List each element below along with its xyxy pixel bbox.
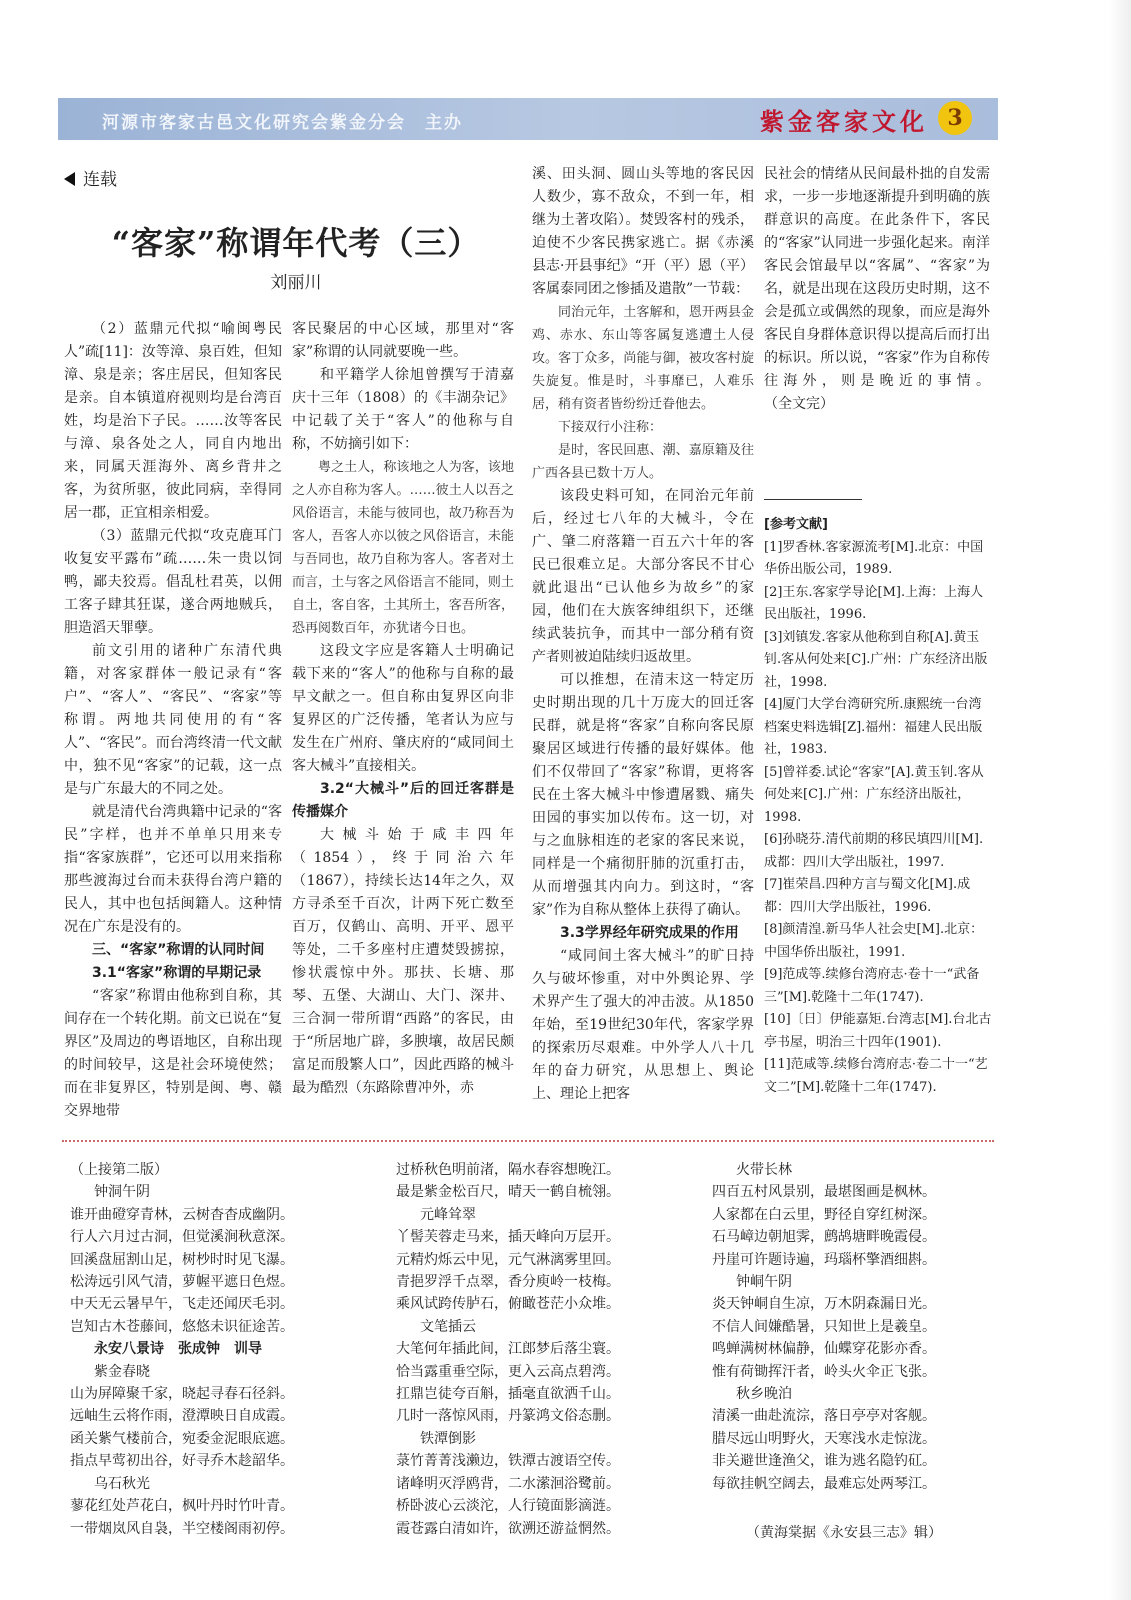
poem-column-1 — [70, 1159, 294, 1540]
section-divider — [62, 1140, 994, 1142]
paragraph: 大械斗始于咸丰四年（1854），终于同治六年（1867），持续长达14年之久，双方寻杀至千百次，计两下死亡数至百万，仅鹤山、高明、开平、恩平等处，二千多座村庄遭焚毁掳掠，惨状震惊中外。那扶、长塘、那琴、五堡、大湖山、大门、深井、三合洞一带所谓“西路”的客民，由于“所居地广辟，多腴壤，故居民颇富足而殷繁人口”，因此西路的械斗最为酷烈（东路除曹冲外，赤 — [292, 827, 514, 1096]
reference-item: [8]颜清湟.新马华人社会史[M].北京：中国华侨出版社，1991. — [764, 922, 984, 960]
poem-line: 不信人间嫌酷暑，只知世上是羲皇。 — [712, 1318, 936, 1335]
reference-item: [7]崔荣昌.四种方言与蜀文化[M].成都：四川大学出版社，1996. — [764, 877, 971, 915]
masthead-banner — [58, 98, 998, 140]
poem-line: 霞苍露白清如许，欲溯还游益惘然。 — [396, 1520, 620, 1537]
poem-line: 人家都在白云里，野径自穿红树深。 — [712, 1206, 936, 1223]
references-divider — [764, 499, 862, 500]
poem-line: 桥卧波心云淡沱，人行镜面影滴涟。 — [396, 1498, 620, 1515]
poem-line: 过桥秋色明前渚，隔水春容想晚江。 — [396, 1162, 620, 1178]
poem-line: 非关避世逢渔父，谁为逃名隐钓矼。 — [712, 1453, 936, 1470]
poem-line: 一带烟岚风自袅，半空楼阁雨初停。 — [70, 1520, 294, 1537]
poem-line: 菉竹菁菁浅濑边，铁潭古渡语空传。 — [396, 1453, 620, 1470]
series-label: 连载 — [64, 165, 117, 190]
paragraph: “咸同间土客大械斗”的旷日持久与破坏惨重，对中外舆论界、学术界产生了强大的冲击波。从1850年始，至19世纪30年代，客家学界的探索历尽艰难。中外学人八十几年的奋力研究，从思想上、舆论上、理论上把客 — [532, 948, 754, 1102]
poem-column-3 — [712, 1159, 936, 1495]
poem-lines — [712, 1159, 936, 1495]
article-author: 刘丽川 — [270, 273, 322, 293]
article-column-2 — [292, 318, 514, 1100]
paragraph: 民社会的情绪从民间最朴拙的自发需求，一步一步地逐渐提升到明确的族群意识的高度。在此条件下，客民的“客家”认同进一步强化起来。南洋客民会馆最早以“客属”、“客家”为名，就是出现在这段历史时期，这不会是孤立或偶然的现象，而应是海外客民自身群体意识得以提高后而打出的标识。所以说，“客家”作为自称传往海外，则是晚近的事情。（全文完） — [764, 166, 990, 412]
poem-title: 铁潭倒影 — [420, 1430, 476, 1447]
article-column-1 — [64, 318, 282, 1123]
quotation-lead: 下接双行小注称： — [558, 420, 663, 435]
poem-line: 扛鼎岂徒夸百斛，插毫直欲洒千山。 — [396, 1386, 620, 1403]
poem-line: 几时一落惊风雨，丹篆鸿文俗态删。 — [396, 1408, 620, 1425]
poem-line: 腊尽远山明野火，天寒浅水走惊泷。 — [712, 1430, 936, 1447]
poem-line: 清溪一曲赴流淙，落日亭亭对客舰。 — [712, 1408, 936, 1425]
poem-title: 钟洞午阴 — [94, 1184, 150, 1201]
poem-title: 钟峒午阴 — [736, 1274, 792, 1291]
poem-column-2 — [396, 1159, 620, 1540]
reference-item: [3]刘镇发.客家从他称到自称[A].黄玉钊.客从何处来[C].广州：广东经济出版社，1998. — [764, 629, 988, 690]
subsection-heading: 3.2“大械斗”后的回迁客群是传播媒介 — [292, 781, 514, 820]
paragraph: （2）蓝鼎元代拟“喻闽粤民人”疏[11]：汝等漳、泉百姓，但知漳、泉是亲；客庄居民，但知客民是亲。自本镇道府视则均是台湾百姓，均是治下子民。……汝等客民与漳、泉各处之人，同自内地出来，同属天涯海外、离乡背井之客，为贫所驱，彼此同病，幸得同居一郡，正宜相亲相爱。 — [64, 321, 282, 521]
poem-line: 最是紫金松百尺，晴天一鹤自梳翎。 — [396, 1184, 620, 1201]
poems-credit: （黄海棠据《永安县三志》辑） — [746, 1525, 942, 1541]
quotation: 同治元年，土客解和，恩开两县金鸡、赤水、东山等客属复逃遭土人侵攻。客丁众多，尚能与御，被攻客村旋失旋复。惟是时，斗事靡已，人难乐居，稍有资者皆纷纷迁眷他去。 — [532, 305, 754, 412]
poem-line: 谁开曲磴穿青林，云树杳杳成幽阴。 — [70, 1206, 294, 1223]
paragraph: 和平籍学人徐旭曾撰写于清嘉庆十三年（1808）的《丰湖杂记》中记载了关于“客人”的他称与自称，不妨摘引如下： — [292, 367, 514, 452]
poem-line: 石马嶂边朝旭霁，鹧鸪塘畔晚霞侵。 — [712, 1229, 936, 1246]
poem-title: 文笔插云 — [420, 1318, 476, 1335]
paragraph: 可以推想，在清末这一特定历史时期出现的几十万庞大的回迁客民群，就是将“客家”自称向客民原聚居区域进行传播的最好媒体。他们不仅带回了“客家”称谓，更将客民在土客大械斗中惨遭屠戮、痛失田园的事实加以传布。这一切，对与之血脉相连的老家的客民来说，同样是一个痛彻肝肺的沉重打击，从而增强其内向力。到这时，“客家”作为自称从整体上获得了确认。 — [532, 672, 754, 918]
paragraph: 就是清代台湾典籍中记录的“客民”字样，也并不单单只用来专指“客家族群”，它还可以用来指称那些渡海过台而未获得台湾户籍的民人，其中也包括闽籍人。这种情况在广东是没有的。 — [64, 804, 282, 935]
poem-line: 丹崖可许题诗遍，玛瑙杯擎酒细斟。 — [712, 1251, 936, 1268]
subsection-heading: 3.1“客家”称谓的早期记录 — [92, 965, 262, 981]
paragraph: 这段文字应是客籍人士明确记载下来的“客人”的他称与自称的最早文献之一。但自称由复界区向非复界区的广泛传播，笔者认为应与发生在广州府、肇庆府的“咸同间土客大械斗”直接相关。 — [292, 643, 514, 774]
poem-line: 恰当露重垂空际，更入云高点碧湾。 — [396, 1363, 620, 1380]
article-title: “客家”称谓年代考（三） — [111, 224, 481, 262]
poem-title: 秋乡晚泊 — [736, 1386, 792, 1403]
references-heading: [参考文献] — [764, 517, 828, 532]
poem-line: 青挹罗浮千点翠，香分庾岭一枝梅。 — [396, 1274, 620, 1291]
reference-item: [9]范成等.续修台湾府志·卷十一“武备三”[M].乾隆十二年(1747). — [764, 967, 980, 1005]
poem-lines — [70, 1181, 294, 1540]
poem-line: 诸峰明灭浮鸥背，二水潆洄浴鹭前。 — [396, 1475, 620, 1492]
poem-lines — [396, 1159, 620, 1540]
poem-line: 回溪盘屈割山足，树杪时时见飞瀑。 — [70, 1251, 294, 1268]
reference-item: [2]王东.客家学导论[M].上海：上海人民出版社，1996. — [764, 584, 984, 622]
poem-title: 乌石秋光 — [94, 1475, 150, 1492]
paragraph: （3）蓝鼎元代拟“攻克鹿耳门收复安平露布”疏……朱一贵以饲鸭，鄙夫狡焉。倡乱杜君英，以佣工客子肆其狂谋，遂合两地贼兵，胆造滔天罪孽。 — [64, 528, 282, 636]
poem-line: 中天无云暑早午，飞走还闻厌毛羽。 — [70, 1296, 294, 1313]
quotation: 粤之土人，称该地之人为客，该地之人亦自称为客人。……彼土人以吾之风俗语言，未能与彼同也，故乃称吾为客人，吾客人亦以彼之风俗语言，未能与吾同也，故乃自称为客人。客者对土而言，土与客之风俗语言不能同，则土自土，客自客，土其所土，客吾所客，恐再阅数百年，亦犹诸今日也。 — [292, 460, 514, 636]
poem-line: 蓼花红处芦花白，枫叶丹时竹叶青。 — [70, 1498, 294, 1515]
poem-title: 火带长林 — [736, 1162, 792, 1178]
poem-line: 岂知古木苍藤间，悠悠未识征途苦。 — [70, 1318, 294, 1335]
article-column-4 — [764, 163, 990, 416]
paragraph: 溪、田头洞、圆山头等地的客民因人数少，寡不敌众，不到一年，相继为土著攻陷）。焚毁客村的残杀，迫使不少客民携家逃亡。据《赤溪县志·开县事纪》“开（平）恩（平）客属泰同团之惨插及遣散”一节载： — [532, 166, 754, 297]
poem-line: 鸣蝉满树林偏静，仙蝶穿花影亦香。 — [712, 1341, 936, 1358]
poem-line: 炎天钟峒自生凉，万木阴森漏日光。 — [712, 1296, 936, 1313]
continued-note: （上接第二版） — [70, 1162, 168, 1178]
paragraph: “客家”称谓由他称到自称，其间存在一个转化期。前文已说在“复界区”及周边的粤语地区，自称出现的时间较早，这是社会环境使然；而在非复界区，特别是闽、粤、赣交界地带 — [64, 988, 282, 1119]
paragraph: 该段史料可知，在同治元年前后，经过七八年的大械斗，令在广、肇二府落籍一百五六十年的客民已很难立足。大部分客民不甘心就此退出“已认他乡为故乡”的家园，他们在大族客绅组织下，还继续武装抗争，而其中一部分稍有资产者则被迫陆续归返故里。 — [532, 488, 754, 665]
poem-line: 松涛远引风气清，萝幄平遮日色煜。 — [70, 1274, 294, 1291]
section-heading: 三、“客家”称谓的认同时间 — [92, 942, 265, 958]
quotation: 是时，客民回惠、潮、嘉原籍及往广西各县已数十万人。 — [532, 443, 754, 481]
article-end-mark: （全文完） — [764, 396, 834, 412]
poem-line: 乘风试跨传胪石，俯瞰苍茫小众堆。 — [396, 1296, 620, 1313]
poem-line: 指点早莺初出谷，好寻乔木趁韶华。 — [70, 1453, 294, 1470]
poem-line: 元精灼烁云中见，元气淋漓雾里回。 — [396, 1251, 620, 1268]
reference-item: [10]〔日〕伊能嘉矩.台湾志[M].台北古亭书屋，明治三十四年(1901). — [764, 1012, 992, 1050]
poem-title: 元峰耸翠 — [420, 1206, 476, 1223]
poem-title: 永安八景诗 张成钟 训导 — [94, 1341, 262, 1358]
poem-line: 丫髻芙蓉走马来，插天峰向万层开。 — [396, 1229, 620, 1246]
triangle-left-icon — [64, 172, 75, 186]
reference-item: [6]孙晓芬.清代前期的移民填四川[M].成都：四川大学出版社，1997. — [764, 832, 984, 870]
poem-line: 行人六月过古洞，但觉溪涧秋意深。 — [70, 1229, 294, 1246]
publication-name: 紫金客家文化 — [760, 107, 928, 136]
poem-line: 远岫生云将作雨，澄潭映日自成霞。 — [70, 1408, 294, 1425]
references-list — [764, 514, 992, 1099]
reference-item: [4]厦门大学台湾研究所.康熙统一台湾档案史料选辑[Z].福州：福建人民出版社，1983. — [764, 697, 983, 757]
poem-line: 每欲挂帆空阔去，最难忘处两琴江。 — [712, 1475, 936, 1492]
poem-line: 山为屏障聚千家，晓起寻春石径斜。 — [70, 1386, 294, 1403]
reference-item: [5]曾祥委.试论“客家”[A].黄玉钊.客从何处来[C].广州：广东经济出版社，1998. — [764, 764, 984, 825]
host-organization: 河源市客家古邑文化研究会紫金分会 主办 — [102, 113, 463, 133]
scan-edge — [1109, 0, 1131, 1600]
reference-item: [1]罗香林.客家源流考[M].北京：中国华侨出版公司，1989. — [764, 539, 984, 577]
paragraph: 前文引用的诸种广东清代典籍，对客家群体一般记录有“客户”、“客人”、“客民”、“客家”等称谓。两地共同使用的有“客人”、“客民”。而台湾终清一代文献中，独不见“客家”的记载，这一点是与广东最大的不同之处。 — [64, 643, 282, 797]
poem-line: 惟有荷锄挥汗者，岭头火伞正飞张。 — [712, 1363, 936, 1380]
page-number-badge: 3 — [938, 101, 972, 135]
poem-line: 函关紫气楼前合，宛委金泥眼底遮。 — [70, 1430, 294, 1447]
reference-item: [11]范咸等.续修台湾府志·卷二十一“艺文二”[M].乾隆十二年(1747). — [764, 1057, 988, 1095]
article-column-3 — [532, 163, 754, 1106]
paragraph: 客民聚居的中心区域，那里对“客家”称谓的认同就要晚一些。 — [292, 321, 514, 360]
poem-line: 大笔何年插此间，江郎梦后落尘寰。 — [396, 1341, 620, 1358]
subsection-heading: 3.3学界经年研究成果的作用 — [560, 925, 739, 941]
poem-line: 四百五村风景别，最堪图画是枫林。 — [712, 1184, 936, 1201]
poem-title: 紫金春晓 — [94, 1363, 150, 1380]
